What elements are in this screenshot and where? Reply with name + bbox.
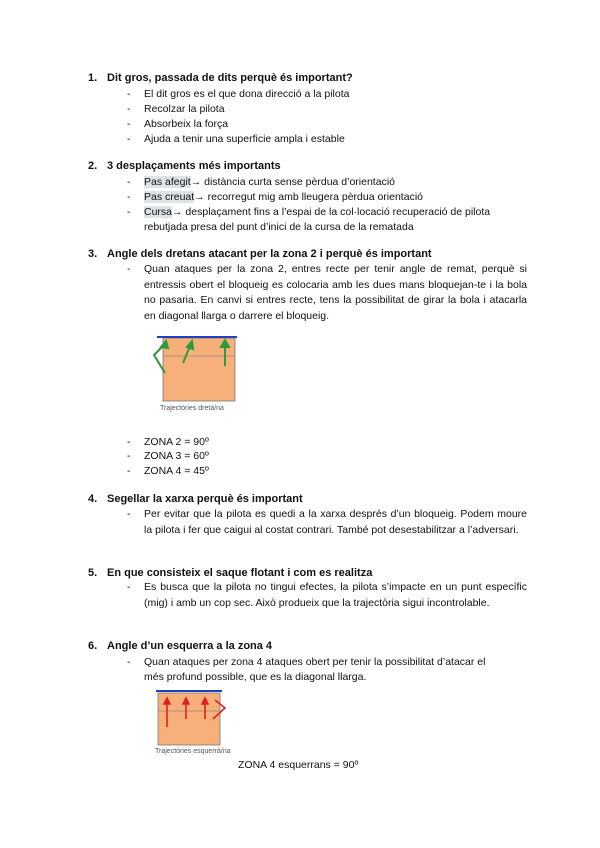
question-1-title: Dit gros, passada de dits perquè és important? — [107, 72, 353, 84]
question-4-heading — [88, 492, 303, 506]
left-hand-trajectory-diagram — [153, 689, 233, 747]
paragraph-text: Per evitar que la pilota es quedi a la xarxa després d’un bloqueig. Podem moure la pilota i fer que caigui al costat contrari. També pot desestabilitzar a l’adversari. — [144, 508, 527, 536]
bullet-dash: - — [127, 103, 131, 115]
answer-paragraph — [127, 507, 527, 538]
zone-caption: ZONA 4 esquerrans = 90º — [238, 759, 359, 771]
list-item-text: rebutjada presa del punt d’inici de la cursa de la rematada — [144, 221, 414, 233]
question-2-title: 3 desplaçaments més importants — [107, 160, 281, 172]
bullet-dash: - — [127, 133, 131, 145]
paragraph-text: més profund possible, que es la diagonal llarga. — [144, 671, 367, 683]
figure-caption: Trajectòries esquerrà/na — [155, 748, 231, 755]
right-hand-trajectory-diagram — [150, 333, 240, 403]
item-description: → desplaçament fins a l’espai de la col·locació recuperació de pilota — [172, 206, 491, 218]
question-6-number: 6. — [88, 640, 98, 652]
paragraph-text: Quan ataques per la zona 2, entres recte per tenir angle de remat, perquè si entressis obert el bloqueig es colocaria amb les dues mans bloquejan-te i la bola no pasaria. En canvi si entres recte, tens la possibilitat de girar la bola i atacarla en diagonal llarga o darrere el bloqueig. — [144, 263, 527, 322]
question-2-number: 2. — [88, 160, 98, 172]
list-item-text: El dit gros es el que dona direcció a la pilota — [144, 88, 350, 100]
bullet-dash: - — [127, 176, 131, 188]
question-4-number: 4. — [88, 493, 98, 505]
question-2-heading — [88, 159, 281, 173]
question-6-heading — [88, 639, 272, 653]
question-4-title: Segellar la xarxa perquè és important — [107, 493, 303, 505]
bullet-dash: - — [127, 88, 131, 100]
answer-paragraph — [127, 262, 527, 324]
bullet-dash: - — [127, 263, 131, 275]
list-item-text — [144, 175, 395, 189]
question-5-title: En que consisteix el saque flotant i com es realitza — [107, 567, 373, 579]
bullet-dash: - — [127, 581, 131, 593]
list-item-text: Recolzar la pilota — [144, 103, 225, 115]
bullet-dash: - — [127, 191, 131, 203]
list-item-text — [144, 190, 423, 204]
paragraph-text: Quan ataques per zona 4 ataques obert per tenir la possibilitat d’atacar el — [144, 656, 486, 668]
figure-caption: Trajectòries dretà/na — [160, 405, 224, 412]
paragraph-text: Es busca que la pilota no tingui efectes, la pilota s’impacte en un punt específic (mig) i amb un cop sec. Això produeix que la trajectòria sigui incontrolable. — [144, 581, 527, 609]
question-6-title: Angle d’un esquerra a la zona 4 — [107, 640, 273, 652]
bullet-dash: - — [127, 436, 131, 448]
question-1-heading — [88, 71, 353, 85]
highlighted-term: Cursa — [144, 206, 173, 218]
highlighted-term: Pas creuat — [144, 191, 195, 203]
item-description: → recorregut mig amb lleugera pèrdua orientació — [194, 191, 423, 203]
question-5-number: 5. — [88, 567, 98, 579]
zone-angle: ZONA 2 = 90º — [144, 436, 209, 448]
bullet-dash: - — [127, 508, 131, 520]
answer-paragraph — [127, 580, 527, 611]
highlighted-term: Pas afegit — [144, 176, 191, 188]
question-1-number: 1. — [88, 72, 98, 84]
item-description: → distància curta sense pèrdua d’orientació — [190, 176, 395, 188]
list-item-text: Ajuda a tenir una superficie ampla i estable — [144, 133, 345, 145]
list-item-text: Absorbeix la força — [144, 118, 229, 130]
zone-angle: ZONA 4 = 45º — [144, 465, 209, 477]
question-5-heading — [88, 566, 372, 580]
bullet-dash: - — [127, 656, 131, 668]
bullet-dash: - — [127, 465, 131, 477]
question-3-number: 3. — [88, 248, 98, 260]
question-3-title: Angle dels dretans atacant per la zona 2 i perquè és important — [107, 248, 432, 260]
zone-angle: ZONA 3 = 60º — [144, 450, 209, 462]
list-item-text — [144, 205, 490, 219]
question-3-heading — [88, 247, 432, 261]
bullet-dash: - — [127, 206, 131, 218]
bullet-dash: - — [127, 450, 131, 462]
bullet-dash: - — [127, 118, 131, 130]
